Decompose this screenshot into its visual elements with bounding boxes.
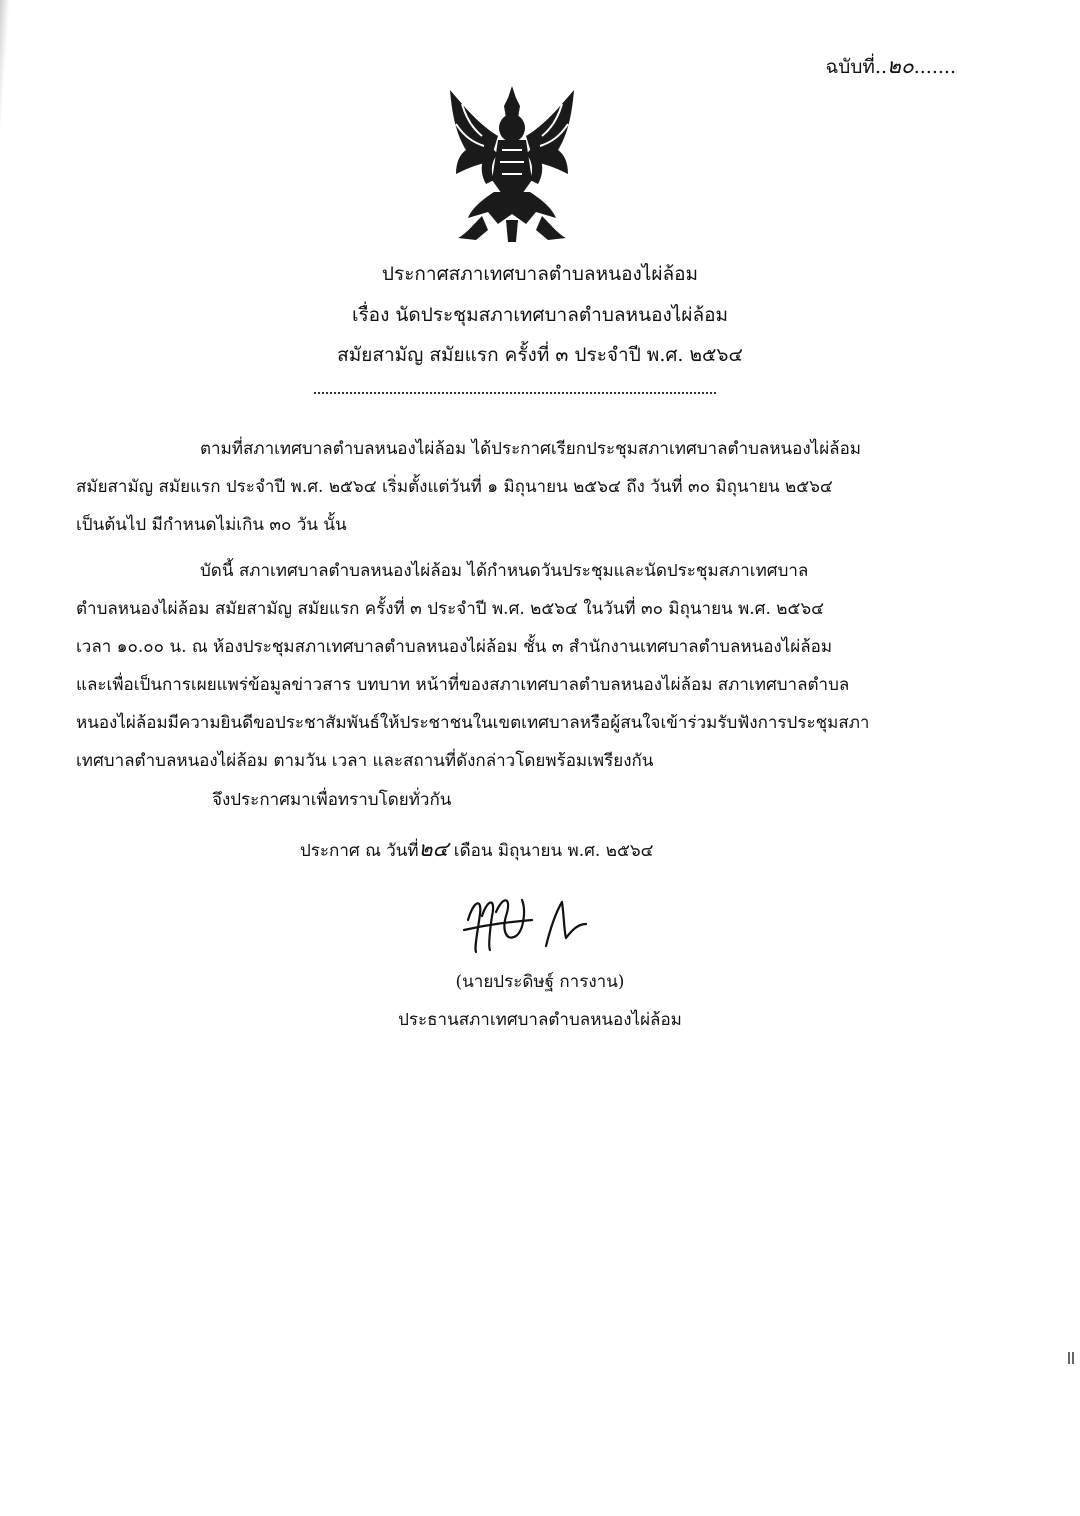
paragraph-line: ตำบลหนองไผ่ล้อม สมัยสามัญ สมัยแรก ครั้งที่ ๓ ประจำปี พ.ศ. ๒๕๖๔ ในวันที่ ๓๐ มิถุนายน พ.ศ. ๒๕๖๔	[76, 599, 824, 619]
closing-statement: จึงประกาศมาเพื่อทราบโดยทั่วกัน	[212, 790, 452, 810]
date-prefix: ประกาศ ณ วันที่	[300, 841, 419, 861]
announcement-subject: เรื่อง นัดประชุมสภาเทศบาลตำบลหนองไผ่ล้อม	[351, 304, 729, 326]
announcement-date	[300, 833, 653, 866]
announcement-title: ประกาศสภาเทศบาลตำบลหนองไผ่ล้อม	[381, 263, 699, 285]
dotted-divider	[314, 392, 716, 394]
paragraph-line: เวลา ๑๐.๐๐ น. ณ ห้องประชุมสภาเทศบาลตำบลหนองไผ่ล้อม ชั้น ๓ สำนักงานเทศบาลตำบลหนองไผ่ล้อม	[76, 637, 833, 657]
paragraph-2	[76, 552, 971, 780]
announcement-session: สมัยสามัญ สมัยแรก ครั้งที่ ๓ ประจำปี พ.ศ. ๒๕๖๔	[337, 344, 743, 366]
copy-number: ฉบับที่..๒๐.......	[825, 54, 956, 78]
paragraph-line: สมัยสามัญ สมัยแรก ประจำปี พ.ศ. ๒๕๖๔ เริ่มตั้งแต่วันที่ ๑ มิถุนายน ๒๕๖๔ ถึง วันที่ ๓๐ มิถุนายน ๒๕๖๔	[76, 477, 833, 497]
paragraph-line: เทศบาลตำบลหนองไผ่ล้อม ตามวัน เวลา และสถานที่ดังกล่าวโดยพร้อมเพรียงกัน	[76, 751, 654, 771]
paragraph-line: เป็นต้นไป มีกำหนดไม่เกิน ๓๐ วัน นั้น	[76, 515, 347, 535]
copy-number-value: ๒๐	[887, 54, 914, 78]
copy-number-dots: ..	[874, 56, 888, 78]
date-suffix: เดือน มิถุนายน พ.ศ. ๒๕๖๔	[448, 841, 654, 861]
paragraph-line: ตามที่สภาเทศบาลตำบลหนองไผ่ล้อม ได้ประกาศเรียกประชุมสภาเทศบาลตำบลหนองไผ่ล้อม	[200, 439, 861, 459]
signatory-name: (นายประดิษฐ์ การงาน)	[455, 972, 625, 992]
scan-edge-shadow	[0, 0, 10, 160]
date-day: ๒๔	[418, 837, 449, 861]
copy-number-label: ฉบับที่	[825, 56, 875, 78]
paragraph-line: บัดนี้ สภาเทศบาลตำบลหนองไผ่ล้อม ได้กำหนดวันประชุมและนัดประชุมสภาเทศบาล	[200, 561, 809, 581]
margin-tick-marks	[1068, 1352, 1074, 1364]
paragraph-1	[76, 430, 971, 544]
garuda-emblem-icon	[442, 84, 582, 246]
paragraph-line: หนองไผ่ล้อมมีความยินดีขอประชาสัมพันธ์ให้ประชาชนในเขตเทศบาลหรือผู้สนใจเข้าร่วมรับฟังการประชุมสภา	[76, 713, 870, 733]
handwritten-signature	[460, 890, 600, 960]
signatory-position: ประธานสภาเทศบาลตำบลหนองไผ่ล้อม	[398, 1010, 682, 1030]
paragraph-line: และเพื่อเป็นการเผยแพร่ข้อมูลข่าวสาร บทบาท หน้าที่ของสภาเทศบาลตำบลหนองไผ่ล้อม สภาเทศบาลตำบล	[76, 675, 850, 695]
